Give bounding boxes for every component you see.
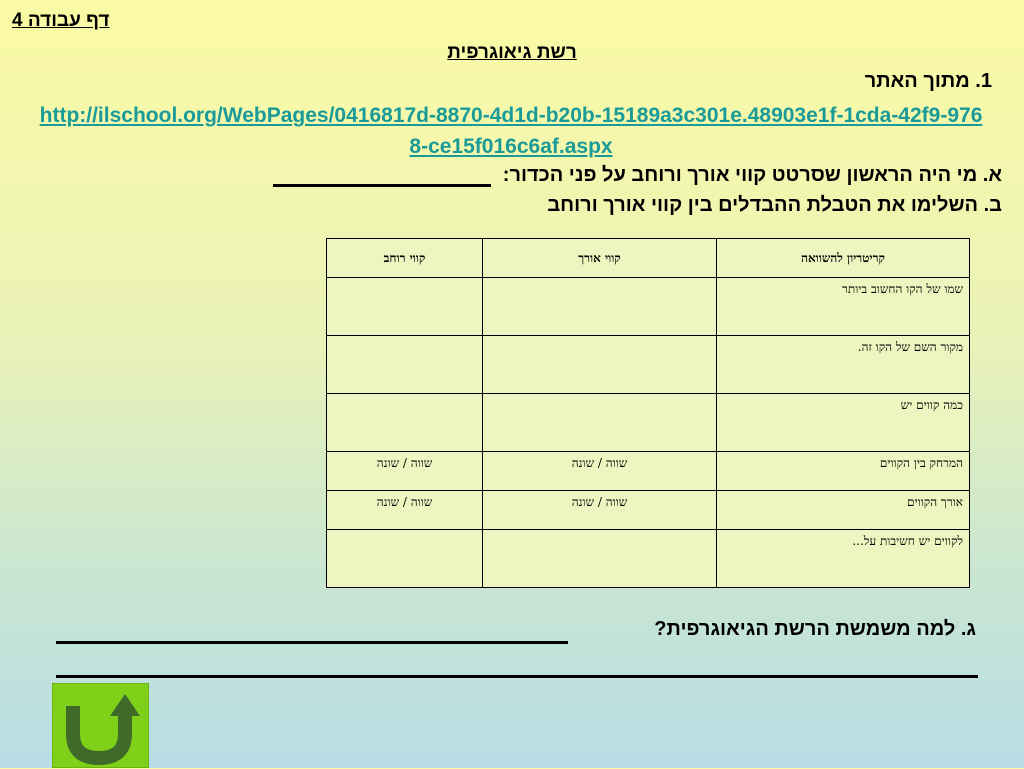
latitude-cell[interactable]: שווה / שונה	[327, 491, 483, 530]
header-criterion: קריטריון להשוואה	[716, 239, 969, 278]
longitude-cell[interactable]: שווה / שונה	[482, 452, 716, 491]
criterion-cell: שמו של הקו החשוב ביותר	[716, 278, 969, 336]
latitude-cell[interactable]	[327, 336, 483, 394]
back-button[interactable]	[52, 683, 149, 768]
criterion-cell: לקווים יש חשיבות על...	[716, 530, 969, 588]
criterion-cell: המרחק בין הקווים	[716, 452, 969, 491]
criterion-cell: אורך הקווים	[716, 491, 969, 530]
page-title: רשת גיאוגרפית	[447, 42, 577, 63]
longitude-cell[interactable]	[482, 278, 716, 336]
longitude-cell[interactable]: שווה / שונה	[482, 491, 716, 530]
header-longitude: קווי אורך	[482, 239, 716, 278]
answer-c-line-2[interactable]	[56, 675, 978, 678]
source-link[interactable]: http://ilschool.org/WebPages/0416817d-8870-4d1d-b20b-15189a3c301e.48903e1f-1cda-42f9-9768-ce15f016c6af.aspx	[39, 104, 983, 158]
table-row	[327, 278, 970, 336]
latitude-cell[interactable]	[327, 394, 483, 452]
table-row	[327, 394, 970, 452]
latitude-cell[interactable]	[327, 530, 483, 588]
worksheet-label: דף עבודה 4	[12, 10, 110, 31]
question-c: ג. למה משמשת הרשת הגיאוגרפית?	[654, 618, 976, 640]
comparison-table	[326, 238, 970, 588]
longitude-cell[interactable]	[482, 530, 716, 588]
question-a-text: א. מי היה הראשון שסרטט קווי אורך ורוחב על פני הכדור:	[502, 164, 1002, 186]
table-row	[327, 336, 970, 394]
table-row	[327, 491, 970, 530]
answer-a-blank[interactable]	[273, 164, 491, 187]
answer-c-line-1[interactable]	[56, 641, 568, 644]
question-b: ב. השלימו את הטבלת ההבדלים בין קווי אורך ורוחב	[547, 194, 1002, 216]
question-1: 1. מתוך האתר	[864, 70, 992, 92]
latitude-cell[interactable]: שווה / שונה	[327, 452, 483, 491]
u-turn-arrow-icon	[53, 684, 150, 769]
criterion-cell: מקור השם של הקו זה.	[716, 336, 969, 394]
longitude-cell[interactable]	[482, 394, 716, 452]
latitude-cell[interactable]	[327, 278, 483, 336]
header-latitude: קווי רוחב	[327, 239, 483, 278]
criterion-cell: כמה קווים יש	[716, 394, 969, 452]
longitude-cell[interactable]	[482, 336, 716, 394]
table-row	[327, 452, 970, 491]
table-header-row	[327, 239, 970, 278]
table-row	[327, 530, 970, 588]
question-a	[273, 164, 1002, 187]
